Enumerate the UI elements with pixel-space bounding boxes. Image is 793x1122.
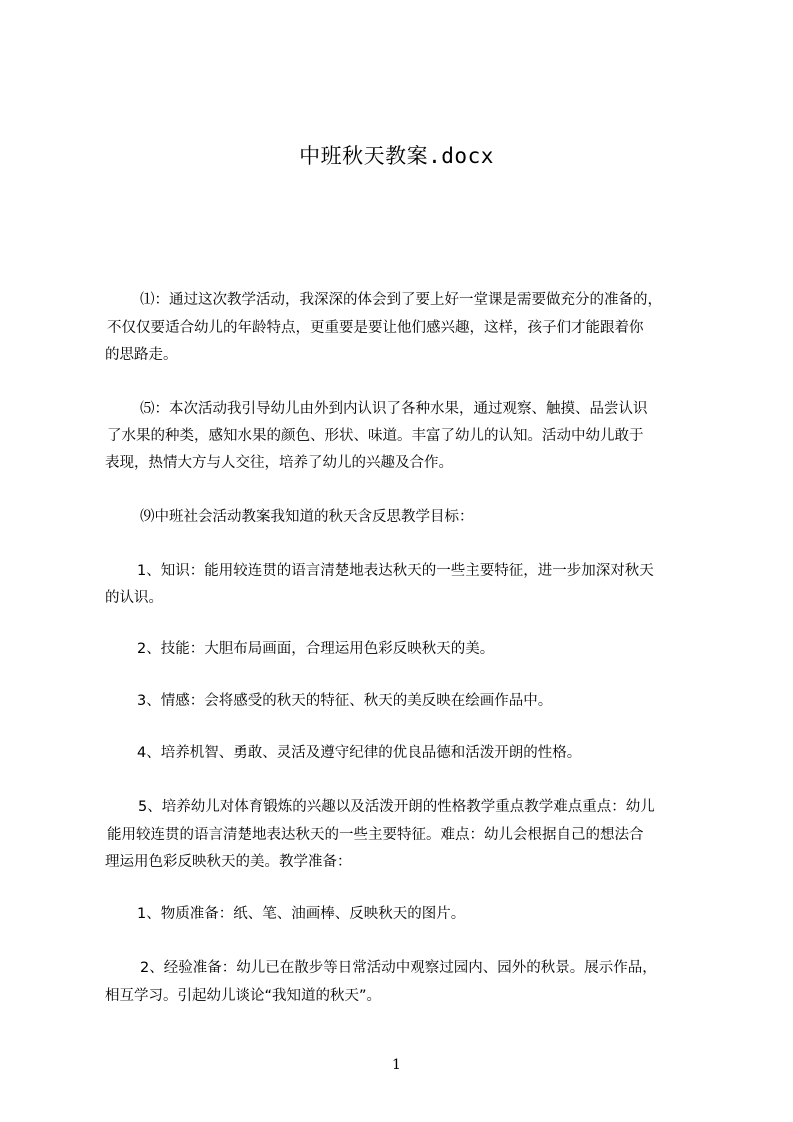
paragraph-6-line-1: 3、情感：会将感受的秋天的特征、秋天的美反映在绘画作品中。 — [137, 693, 553, 709]
paragraph-3-line-1: ⑼中班社会活动教案我知道的秋天含反思教学目标： — [140, 509, 474, 525]
paragraph-1-line-2: 不仅仅要适合幼儿的年龄特点，更重要是要让他们感兴趣，这样，孩子们才能跟着你 — [107, 320, 644, 336]
paragraph-10-line-1: 2、经验准备：幼儿已在散步等日常活动中观察过园内、园外的秋景。展示作品， — [140, 960, 657, 976]
document-title: 中班秋天教案.docx — [299, 144, 494, 168]
paragraph-1-line-3: 的思路走。 — [105, 347, 178, 363]
page-number: 1 — [392, 1057, 401, 1073]
paragraph-5-line-1: 2、技能：大胆布局画面，合理运用色彩反映秋天的美。 — [137, 641, 495, 657]
paragraph-2-line-3: 表现，热情大方与人交往，培养了幼儿的兴趣及合作。 — [105, 455, 453, 471]
paragraph-7-line-1: 4、培养机智、勇敢、灵活及遵守纪律的优良品德和活泼开朗的性格。 — [137, 745, 582, 761]
paragraph-10-line-2: 相互学习。引起幼儿谈论“我知道的秋天”。 — [105, 988, 382, 1004]
paragraph-8-line-1: 5、培养幼儿对体育锻炼的兴趣以及活泼开朗的性格教学重点教学难点重点：幼儿 — [138, 799, 655, 815]
paragraph-9-line-1: 1、物质准备：纸、笔、油画棒、反映秋天的图片。 — [137, 906, 466, 922]
paragraph-8-line-3: 理运用色彩反映秋天的美。教学准备： — [105, 854, 352, 870]
paragraph-8-line-2: 能用较连贯的语言清楚地表达秋天的一些主要特征。难点：幼儿会根据自己的想法合 — [107, 827, 644, 843]
paragraph-4-line-1: 1、知识：能用较连贯的语言清楚地表达秋天的一些主要特征，进一步加深对秋天 — [137, 563, 654, 579]
paragraph-2-line-2: 了水果的种类，感知水果的颜色、形状、味道。丰富了幼儿的认知。活动中幼儿敢于 — [107, 428, 644, 444]
paragraph-1-line-1: ⑴：通过这次教学活动，我深深的体会到了要上好一堂课是需要做充分的准备的， — [140, 292, 662, 308]
paragraph-2-line-1: ⑸：本次活动我引导幼儿由外到内认识了各种水果，通过观察、触摸、品尝认识 — [140, 401, 648, 417]
paragraph-4-line-2: 的认识。 — [105, 590, 163, 606]
